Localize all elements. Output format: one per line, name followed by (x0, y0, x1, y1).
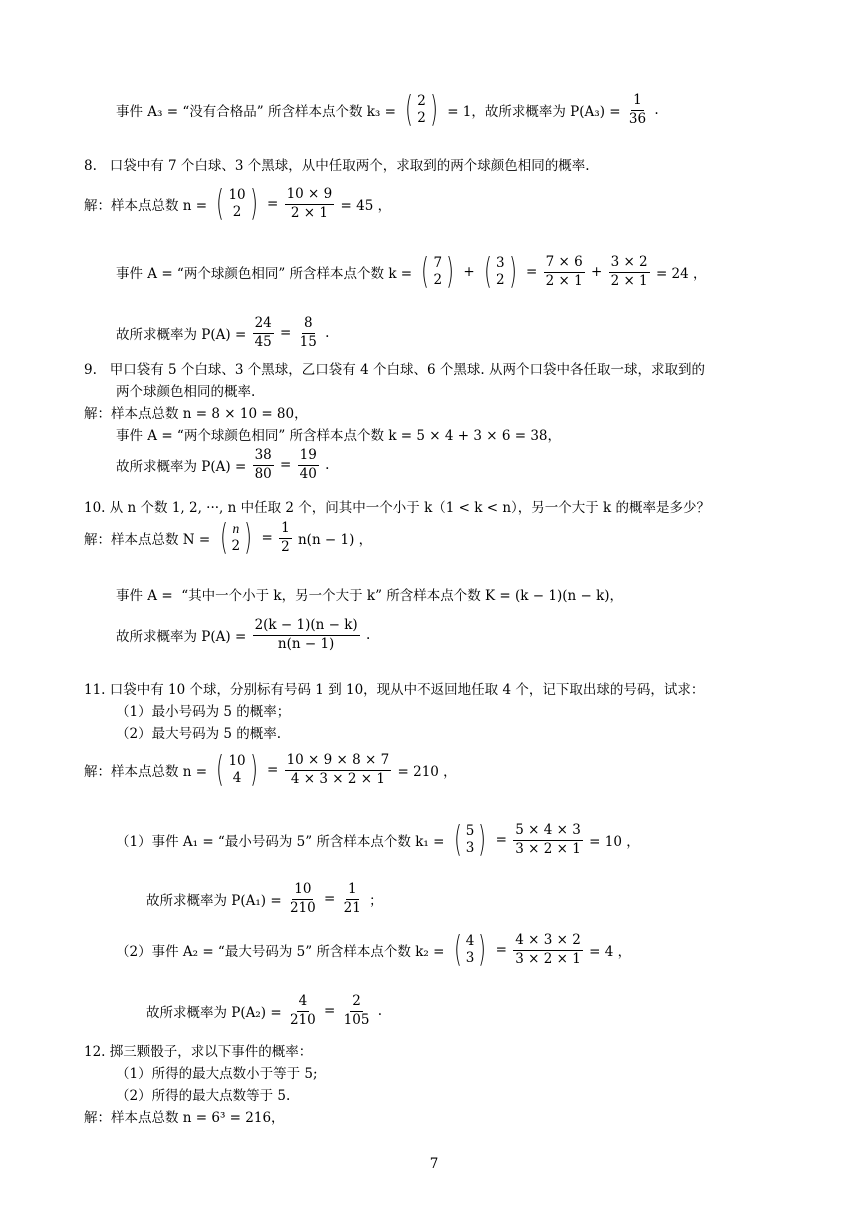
line-sample-total-9: 解：样本点总数 n = 8 × 10 = 80， (84, 406, 308, 422)
fraction: $\frac{3 \times 2}{2 \times 1}$ (610, 253, 648, 289)
fraction: $\frac{10 \times 9}{2 \times 1}$ (286, 185, 333, 221)
problem-9-cont: 两个球颜色相同的概率. (116, 384, 256, 400)
binomial: ( 10 4 ) (216, 749, 258, 790)
problem-11-part1: （1）最小号码为 5 的概率； (116, 704, 291, 720)
binomial: ( n 2 ) (219, 517, 253, 558)
fraction: $\frac{4 \times 3 \times 2}{3 \times 2 \times 1}$ (515, 931, 581, 967)
line-prob-10: 故所求概率为 P(A) = $\frac{2(k - 1)(n - k)}{n(n - 1)}$ . (116, 617, 371, 652)
fraction: $\frac{1}{2}$ (281, 519, 290, 555)
fraction: $\frac{1}{21}$ (343, 881, 361, 916)
binomial: ( 3 2 ) (484, 251, 517, 292)
line-event-a-8: 事件 A = “两个球颜色相同” 所含样本点个数 k = ( 7 2 ) + ( 3 2 ) = $\frac{7 \times 6}{2 \times 1}$ + $\frac{3 \times 2}{2 \times 1}$ = 24 ， (116, 251, 707, 292)
line-event-a-9: 事件 A = “两个球颜色相同” 所含样本点个数 k = 5 × 4 + 3 × 6 = 38， (116, 428, 562, 444)
fraction: $\frac{7 \times 6}{2 \times 1}$ (545, 253, 583, 289)
line-prob-8: 故所求概率为 P(A) = $\frac{24}{45}$ = $\frac{8}{15}$ . (116, 315, 330, 350)
problem-12: 12. 掷三颗骰子，求以下事件的概率： (84, 1044, 313, 1060)
line-sample-total-8: 解：样本点总数 n = ( 10 2 ) = $\frac{10 \times 9}{2 \times 1}$ = 45 ， (84, 183, 392, 224)
problem-12-part1: （1）所得的最大点数小于等于 5; (116, 1066, 318, 1082)
line-prob-9: 故所求概率为 P(A) = $\frac{38}{80}$ = $\frac{19}{40}$ . (116, 447, 330, 482)
binomial: ( 7 2 ) (421, 251, 454, 292)
line-prob-a1-11: 故所求概率为 P(A₁) = $\frac{10}{210}$ = $\frac{1}{21}$ ； (146, 881, 383, 916)
fraction: $\frac{1}{36}$ (628, 91, 647, 127)
line-event-a1-11: （1）事件 A₁ = “最小号码为 5” 所含样本点个数 k₁ = ( 5 3 ) = $\frac{5 \times 4 \times 3}{3 \times 2 \times 1}$ = 10 ， (116, 819, 640, 860)
line-sample-total-11: 解：样本点总数 n = ( 10 4 ) = $\frac{10 \times 9 \times 8 \times 7}{4 \times 3 \times 2 \times 1}$ = 210 ， (84, 749, 457, 790)
line-prob-a2-11: 故所求概率为 P(A₂) = $\frac{4}{210}$ = $\frac{2}{105}$ . (146, 993, 383, 1028)
line-sample-total-12: 解：样本点总数 n = 6³ = 216， (84, 1110, 285, 1126)
fraction: $\frac{8}{15}$ (299, 315, 317, 350)
line-event-a2-11: （2）事件 A₂ = “最大号码为 5” 所含样本点个数 k₂ = ( 4 3 ) = $\frac{4 \times 3 \times 2}{3 \times 2 \times 1}$ = 4 ， (116, 929, 632, 970)
problem-11-part2: （2）最大号码为 5 的概率. (116, 726, 282, 742)
problem-12-part2: （2）所得的最大点数等于 5. (116, 1088, 291, 1104)
line-sample-total-10: 解：样本点总数 N = ( n 2 ) = $\frac{1}{2}$ n(n − 1) ， (84, 517, 373, 558)
fraction: $\frac{24}{45}$ (254, 315, 272, 350)
binomial: ( 10 2 ) (216, 183, 258, 224)
problem-10: 10. 从 n 个数 1, 2, ···, n 中任取 2 个，问其中一个小于 k（1 < k < n），另一个大于 k 的概率是多少？ (84, 500, 711, 516)
line-event-a-10: 事件 A = “其中一个小于 k，另一个大于 k” 所含样本点个数 K = (k − 1)(n − k)， (116, 588, 624, 604)
fraction: $\frac{2(k - 1)(n - k)}{n(n - 1)}$ (254, 617, 358, 652)
binomial: ( 2 2 ) (405, 89, 438, 130)
line-event-a3: 事件 A₃ = “没有合格品” 所含样本点个数 k₃ = ( 2 2 ) = 1，故所求概率为 P(A₃) = $\frac{1}{36}$ . (116, 89, 659, 130)
problem-8: 8. 口袋中有 7 个白球、3 个黑球，从中任取两个，求取到的两个球颜色相同的概率. (84, 158, 590, 174)
fraction: $\frac{5 \times 4 \times 3}{3 \times 2 \times 1}$ (515, 821, 581, 857)
page-number: 7 (429, 1156, 439, 1172)
fraction: $\frac{10}{210}$ (289, 881, 316, 916)
problem-9: 9. 甲口袋有 5 个白球、3 个黑球，乙口袋有 4 个白球、6 个黑球. 从两个口袋中各任取一球，求取到的 (84, 362, 705, 378)
fraction: $\frac{2}{105}$ (343, 993, 370, 1028)
binomial: ( 4 3 ) (453, 929, 487, 970)
fraction: $\frac{38}{80}$ (254, 447, 272, 482)
fraction: $\frac{10 \times 9 \times 8 \times 7}{4 \times 3 \times 2 \times 1}$ (286, 751, 390, 787)
problem-11: 11. 口袋中有 10 个球，分别标有号码 1 到 10，现从中不返回地任取 4 个，记下取出球的号码，试求： (84, 682, 705, 698)
fraction: $\frac{19}{40}$ (299, 447, 317, 482)
fraction: $\frac{4}{210}$ (289, 993, 316, 1028)
binomial: ( 5 3 ) (453, 819, 487, 860)
